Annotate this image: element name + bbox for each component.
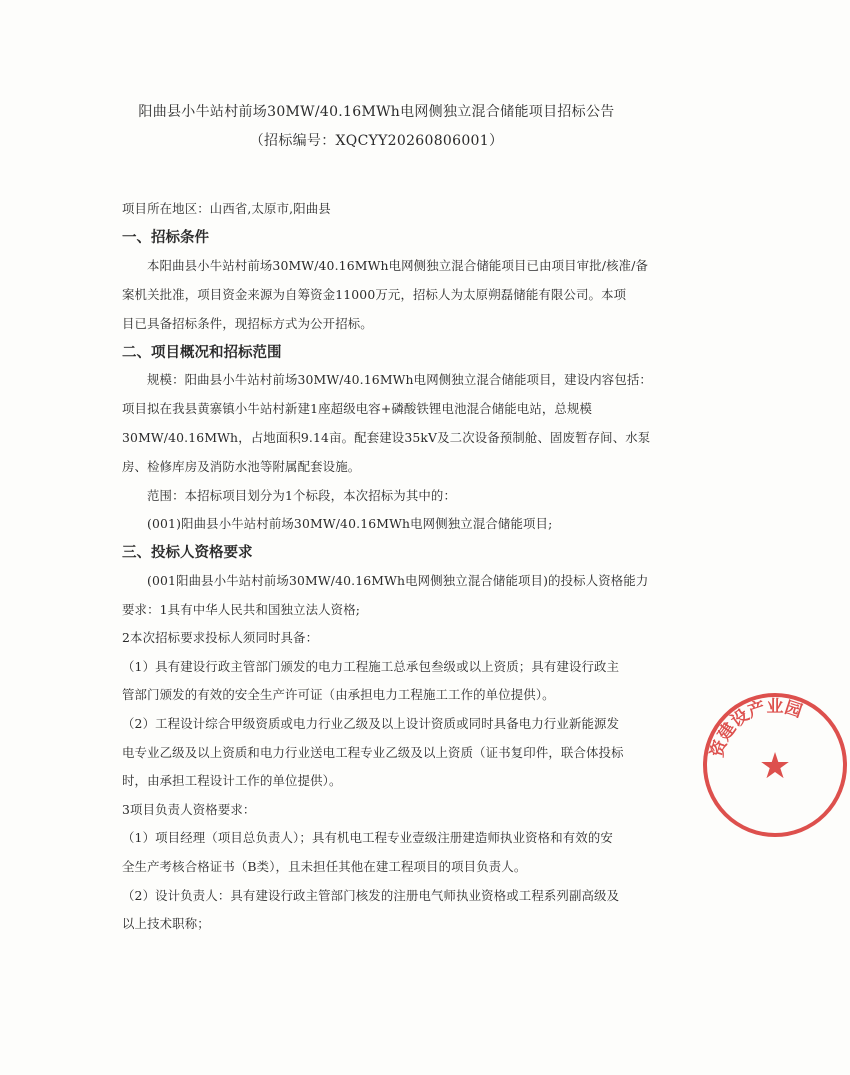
paragraph-line: 以上技术职称；	[122, 916, 210, 931]
paragraph-line: （2）工程设计综合甲级资质或电力行业乙级及以上设计资质或同时具备电力行业新能源发	[122, 716, 620, 731]
paragraph-line: 时，由承担工程设计工作的单位提供）。	[122, 773, 342, 788]
paragraph-line: 目已具备招标条件，现招标方式为公开招标。	[122, 316, 373, 331]
paragraph-line: 规模：阳曲县小牛站村前场30MW/40.16MWh电网侧独立混合储能项目，建设内容包括：	[147, 372, 652, 387]
paragraph-line: 房、检修库房及消防水池等附属配套设施。	[122, 459, 361, 474]
paragraph-line: 管部门颁发的有效的安全生产许可证（由承担电力工程施工工作的单位提供）。	[122, 687, 555, 702]
bid-number: （招标编号：XQCYY20260806001）	[249, 133, 504, 149]
paragraph-line: 全生产考核合格证书（B类），且未担任其他在建工程项目的项目负责人。	[122, 859, 527, 874]
paragraph-line: （1）具有建设行政主管部门颁发的电力工程施工总承包叁级或以上资质；具有建设行政主	[122, 659, 620, 674]
section-heading-3: 三、投标人资格要求	[122, 545, 253, 561]
document-title: 阳曲县小牛站村前场30MW/40.16MWh电网侧独立混合储能项目招标公告	[138, 104, 615, 120]
paragraph-line: 本阳曲县小牛站村前场30MW/40.16MWh电网侧独立混合储能项目已由项目审批/核准/备	[147, 258, 649, 273]
paragraph-line: 2本次招标要求投标人须同时具备：	[122, 630, 319, 645]
official-seal	[700, 690, 850, 840]
section-heading-2: 二、项目概况和招标范围	[122, 345, 282, 361]
section-heading-1: 一、招标条件	[122, 230, 209, 246]
paragraph-line: 案机关批准，项目资金来源为自筹资金11000万元，招标人为太原朔磊储能有限公司。本项	[122, 287, 627, 302]
paragraph-line: 30MW/40.16MWh，占地面积9.14亩。配套建设35kV及二次设备预制舱、固废暂存间、水泵	[122, 430, 651, 445]
paragraph-line: 3项目负责人资格要求：	[122, 802, 256, 817]
project-location: 项目所在地区：山西省,太原市,阳曲县	[122, 201, 331, 216]
svg-text:★: ★	[758, 746, 792, 787]
paragraph-line: (001)阳曲县小牛站村前场30MW/40.16MWh电网侧独立混合储能项目;	[147, 516, 553, 531]
svg-text:资建设产业园: 资建设产业园	[707, 696, 805, 760]
paragraph-line: 电专业乙级及以上资质和电力行业送电工程专业乙级及以上资质（证书复印件，联合体投标	[122, 745, 624, 760]
paragraph-line: 范围：本招标项目划分为1个标段，本次招标为其中的：	[147, 488, 457, 503]
paragraph-line: 项目拟在我县黄寨镇小牛站村新建1座超级电容+磷酸铁锂电池混合储能电站，总规模	[122, 401, 593, 416]
paragraph-line: （1）项目经理（项目总负责人）；具有机电工程专业壹级注册建造师执业资格和有效的安	[122, 830, 613, 845]
paragraph-line: 要求：1具有中华人民共和国独立法人资格;	[122, 602, 361, 617]
paragraph-line: (001阳曲县小牛站村前场30MW/40.16MWh电网侧独立混合储能项目)的投标人资格能力	[147, 573, 649, 588]
paragraph-line: （2）设计负责人：具有建设行政主管部门核发的注册电气师执业资格或工程系列副高级及	[122, 888, 620, 903]
